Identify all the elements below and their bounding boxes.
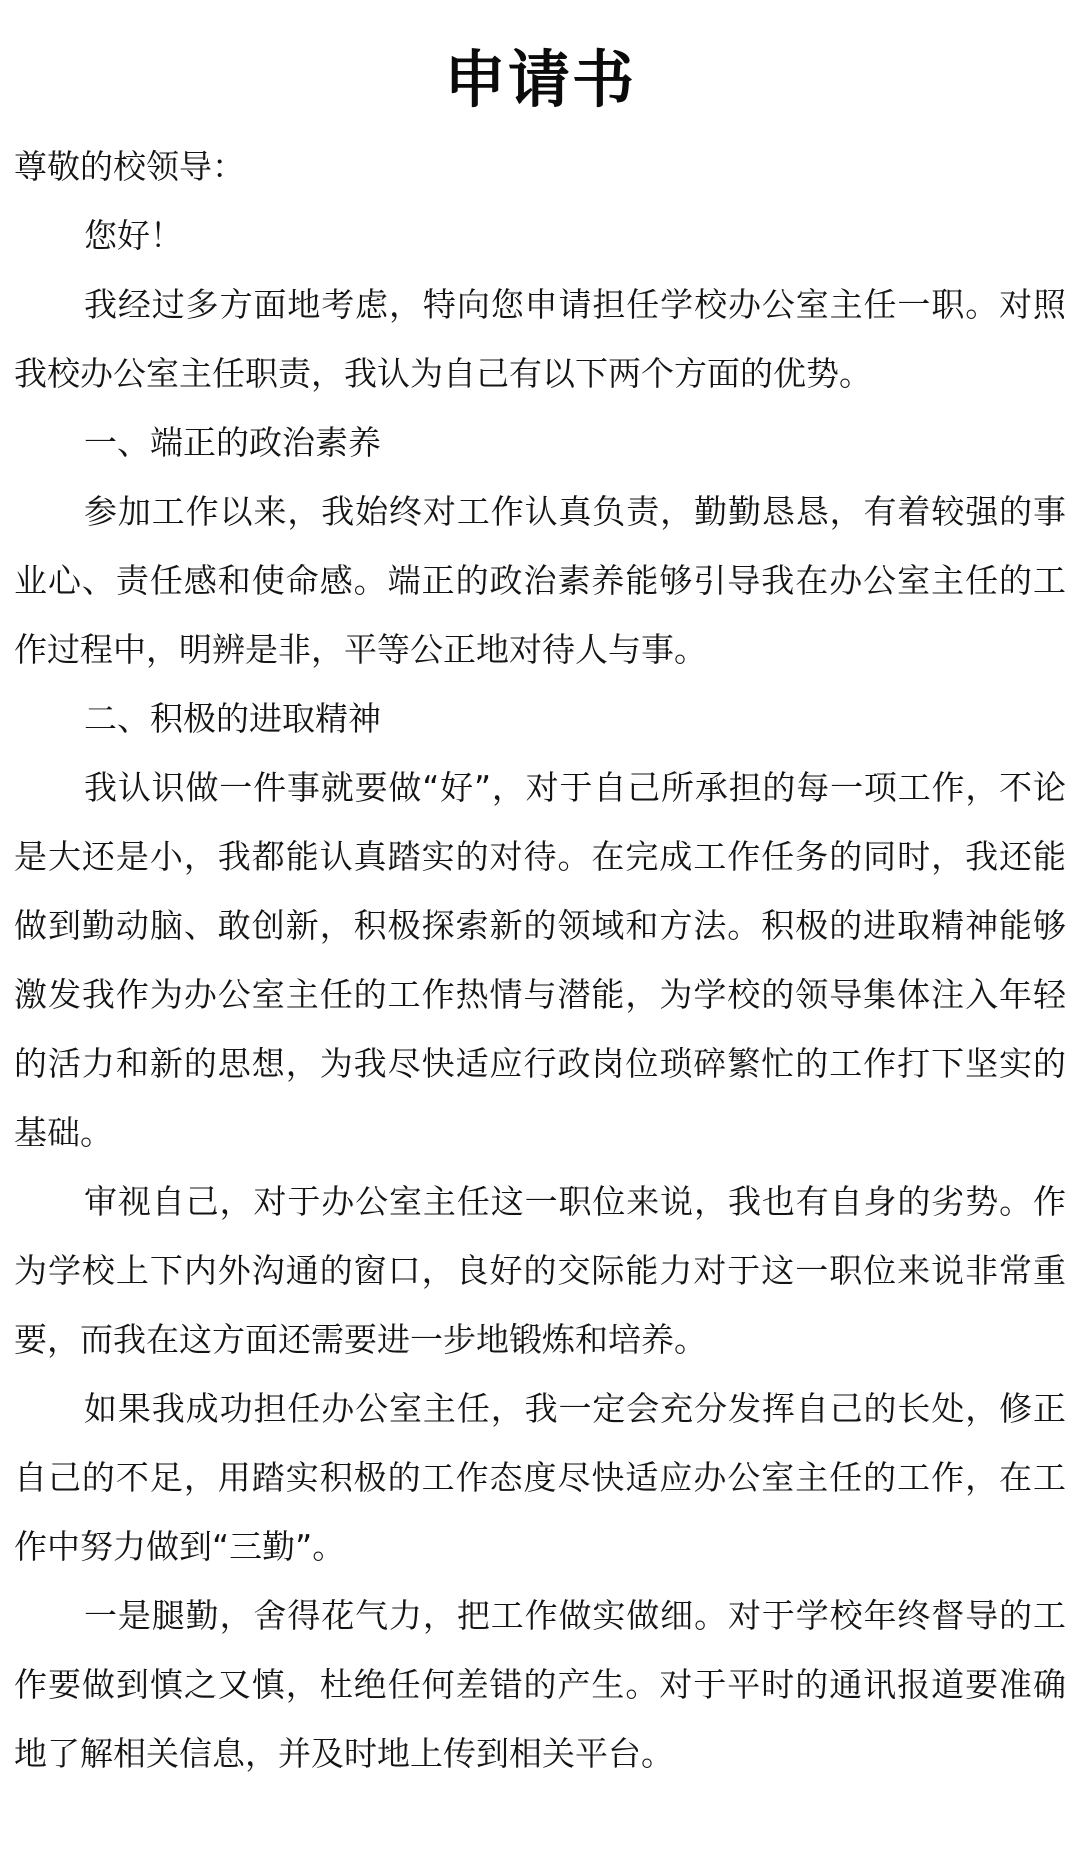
paragraph-intro: 我经过多方面地考虑，特向您申请担任学校办公室主任一职。对照我校办公室主任职责，我认为自己有以下两个方面的优势。 — [14, 285, 1066, 393]
paragraph-first-diligence: 一是腿勤，舍得花气力，把工作做实做细。对于学校年终督导的工作要做到慎之又慎，杜绝任何差错的产生。对于平时的通讯报道要准确地了解相关信息，并及时地上传到相关平台。 — [14, 1596, 1066, 1773]
section-heading-1: 一、端正的政治素养 — [84, 423, 381, 462]
paragraph-greeting: 您好！ — [84, 216, 183, 255]
paragraph-section-1: 参加工作以来，我始终对工作认真负责，勤勤恳恳，有着较强的事业心、责任感和使命感。端正的政治素养能够引导我在办公室主任的工作过程中，明辨是非，平等公正地对待人与事。 — [14, 492, 1066, 669]
paragraph-weakness: 审视自己，对于办公室主任这一职位来说，我也有自身的劣势。作为学校上下内外沟通的窗口，良好的交际能力对于这一职位来说非常重要，而我在这方面还需要进一步地锻炼和培养。 — [14, 1182, 1066, 1359]
section-heading-2: 二、积极的进取精神 — [84, 699, 381, 738]
document-body — [14, 132, 1066, 1788]
paragraph-commitment: 如果我成功担任办公室主任，我一定会充分发挥自己的长处，修正自己的不足，用踏实积极的工作态度尽快适应办公室主任的工作，在工作中努力做到“三勤”。 — [14, 1389, 1066, 1566]
salutation: 尊敬的校领导： — [14, 147, 245, 186]
document-title: 申请书 — [443, 43, 636, 116]
paragraph-section-2: 我认识做一件事就要做“好”，对于自己所承担的每一项工作，不论是大还是小，我都能认真踏实的对待。在完成工作任务的同时，我还能做到勤动脑、敢创新，积极探索新的领域和方法。积极的进取精神能够激发我作为办公室主任的工作热情与潜能，为学校的领导集体注入年轻的活力和新的思想，为我尽快适应行政岗位琐碎繁忙的工作打下坚实的基础。 — [14, 768, 1066, 1152]
